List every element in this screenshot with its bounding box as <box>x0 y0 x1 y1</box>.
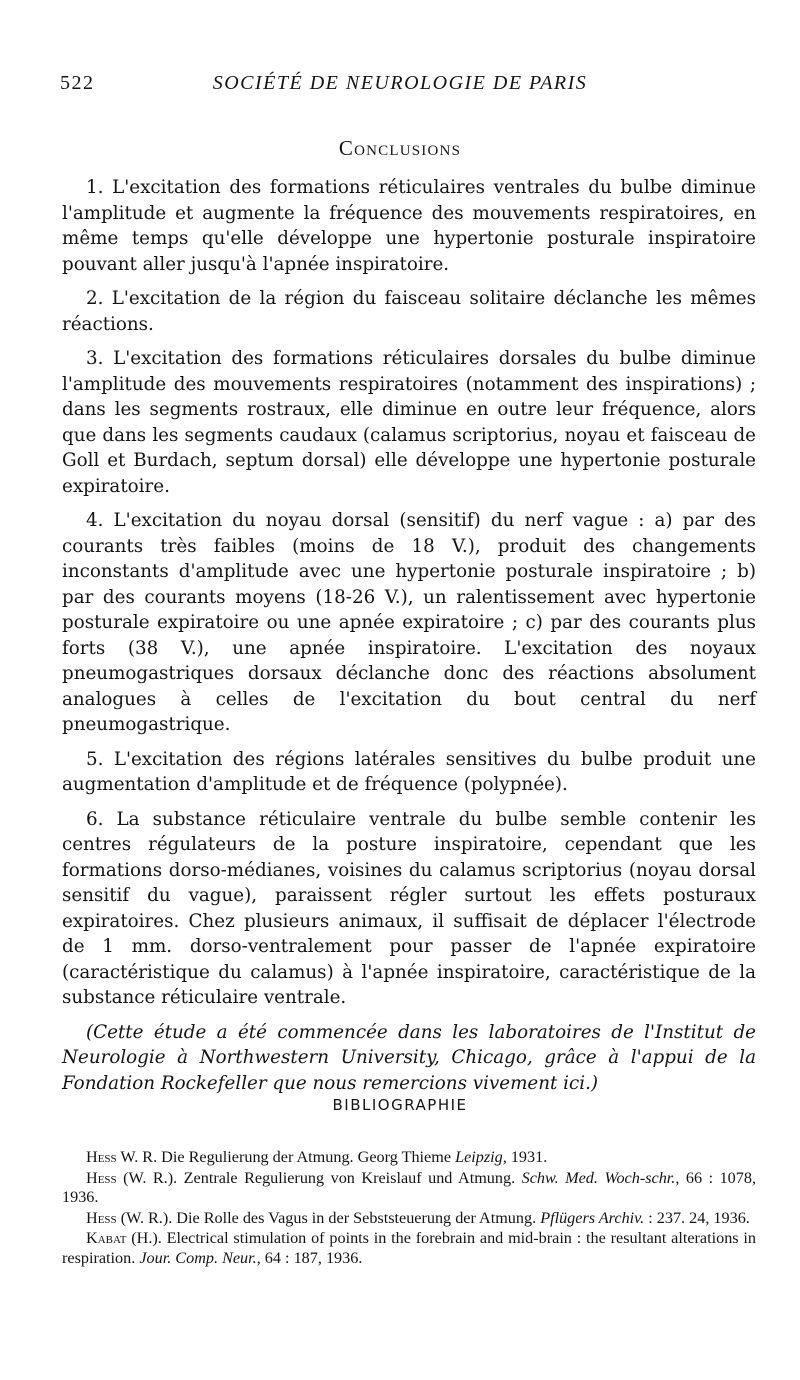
bibliography-title: BIBLIOGRAPHIE <box>332 1096 468 1114</box>
reference-venue: Schw. Med. Woch-schr. <box>521 1168 676 1187</box>
acknowledgement: (Cette étude a été commencée dans les laboratoires de l'Institut de Neurologie à Northwestern University, Chicago, grâce à l'appui de la Fondation Rockefeller que nous remercions vivement ici.) <box>62 1021 756 1094</box>
reference-item <box>62 1148 756 1168</box>
reference-text: W. R. Die Regulierung der Atmung. Georg Thieme <box>116 1148 456 1166</box>
section-title: Conclusions <box>338 136 462 160</box>
bibliography-list <box>62 1148 756 1269</box>
conclusion-4: 4. L'excitation du noyau dorsal (sensitif) du nerf vague : a) par des courants très faibles (moins de 18 V.), produit des changements inconstants d'amplitude avec une hypertonie posturale inspiratoire ; b) par des courants moyens (18-26 V.), un ralentissement avec hypertonie posturale expiratoire ou une apnée expiratoire ; c) par des courants plus forts (38 V.), une apnée inspiratoire. L'excitation des noyaux pneumogastriques dorsaux déclanche donc des réactions absolument analogues à celles de l'excitation du bout central du nerf pneumogastrique. <box>62 510 756 735</box>
reference-tail: , 64 : 187, 1936. <box>256 1248 363 1267</box>
reference-author: Hess <box>86 1148 117 1166</box>
conclusion-5: 5. L'excitation des régions latérales sensitives du bulbe produit une augmentation d'amplitude et de fréquence (polypnée). <box>62 748 756 795</box>
reference-item <box>62 1229 756 1268</box>
reference-venue: Leipzig <box>455 1148 503 1166</box>
running-header <box>60 72 740 98</box>
conclusions-body <box>62 175 756 1105</box>
running-title: SOCIÉTÉ DE NEUROLOGIE DE PARIS <box>212 72 588 94</box>
reference-author: Hess <box>86 1168 117 1187</box>
conclusion-3: 3. L'excitation des formations réticulaires dorsales du bulbe diminue l'amplitude des mouvements respiratoires (notamment des inspirations) ; dans les segments rostraux, elle diminue en outre leur fréquence, alors que dans les segments caudaux (calamus scriptorius, noyau et faisceau de Goll et Burdach, septum dorsal) elle développe une hypertonie posturale expiratoire. <box>62 348 756 497</box>
reference-author: Kabat <box>86 1229 127 1247</box>
reference-tail: , 66 : 1078, 1936. <box>62 1168 756 1206</box>
reference-tail: : 237. 24, 1936. <box>644 1208 750 1227</box>
reference-text: (H.). Electrical stimulation of points in the forebrain and mid-brain : the resultant alterations in respiration. <box>62 1229 756 1267</box>
reference-venue: Pflügers Archiv. <box>540 1208 645 1227</box>
conclusion-1: 1. L'excitation des formations réticulaires ventrales du bulbe diminue l'amplitude et augmente la fréquence des mouvements respiratoires, en même temps qu'elle développe une hypertonie posturale inspiratoire pouvant aller jusqu'à l'apnée inspiratoire. <box>62 177 756 275</box>
reference-author: Hess <box>86 1208 117 1227</box>
reference-text: (W. R.). Zentrale Regulierung von Kreislauf und Atmung. <box>116 1168 522 1187</box>
reference-item <box>62 1169 756 1208</box>
reference-text: (W. R.). Die Rolle des Vagus in der Sebststeuerung der Atmung. <box>116 1208 541 1227</box>
conclusion-6: 6. La substance réticulaire ventrale du bulbe semble contenir les centres régulateurs de la posture inspiratoire, cependant que les formations dorso-médianes, voisines du calamus scriptorius (noyau dorsal sensitif du vague), paraissent régler surtout les effets posturaux expiratoires. Chez plusieurs animaux, il suffisait de déplacer l'électrode de 1 mm. dorso-ventralement pour passer de l'apnée expiratoire (caractéristique du calamus) à l'apnée inspiratoire, caractéristique de la substance réticulaire ventrale. <box>62 808 756 1008</box>
reference-venue: Jour. Comp. Neur. <box>139 1248 257 1267</box>
reference-tail: , 1931. <box>502 1148 548 1166</box>
conclusion-2: 2. L'excitation de la région du faisceau solitaire déclanche les mêmes réactions. <box>62 288 756 335</box>
page-number: 522 <box>60 72 95 94</box>
reference-item <box>62 1209 756 1229</box>
